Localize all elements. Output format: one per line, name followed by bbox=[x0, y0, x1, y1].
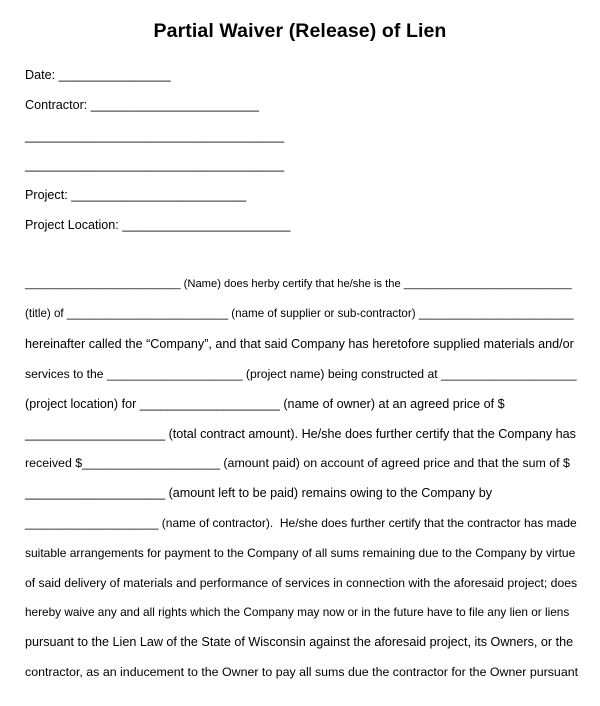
project-field: Project: _________________________ bbox=[25, 188, 247, 202]
body-line: ____________________ (name of contractor). He/she does further certify that the contractor has made bbox=[25, 516, 577, 530]
project-location-field: Project Location: ________________________ bbox=[25, 218, 291, 232]
body-line: pursuant to the Lien Law of the State of Wisconsin against the aforesaid project, its Owners, or the bbox=[25, 635, 574, 649]
document-title: Partial Waiver (Release) of Lien bbox=[153, 20, 447, 42]
body-line: suitable arrangements for payment to the Company of all sums remaining due to the Company by virtue bbox=[25, 546, 576, 560]
contractor-blank-line-2: _____________________________________ bbox=[25, 158, 285, 172]
contractor-blank-line-1: _____________________________________ bbox=[25, 129, 285, 143]
body-line: of said delivery of materials and performance of services in connection with the aforesaid project; does bbox=[25, 576, 578, 590]
body-line: hereby waive any and all rights which the Company may now or in the future have to file any lien or liens bbox=[25, 605, 570, 619]
body-line: (project location) for ____________________ (name of owner) at an agreed price of $ bbox=[25, 397, 505, 411]
body-line: (title) of _________________________ (name of supplier or sub-contractor) ________________________ bbox=[25, 307, 574, 320]
date-field: Date: ________________ bbox=[25, 68, 171, 82]
body-line: hereinafter called the “Company”, and that said Company has heretofore supplied materials and/or bbox=[25, 337, 574, 351]
contractor-field: Contractor: ________________________ bbox=[25, 98, 259, 112]
body-line: services to the ____________________ (project name) being constructed at ____________________ bbox=[25, 367, 577, 381]
body-line: ____________________ (amount left to be paid) remains owing to the Company by bbox=[25, 486, 492, 500]
body-line: contractor, as an inducement to the Owner to pay all sums due the contractor for the Owner pursuant bbox=[25, 665, 579, 679]
body-line: ____________________ (total contract amount). He/she does further certify that the Company has bbox=[25, 427, 576, 441]
body-line: _________________________ (Name) does herby certify that he/she is the ___________________________ bbox=[25, 278, 572, 290]
body-line: received $____________________ (amount paid) on account of agreed price and that the sum of $ bbox=[25, 456, 570, 470]
